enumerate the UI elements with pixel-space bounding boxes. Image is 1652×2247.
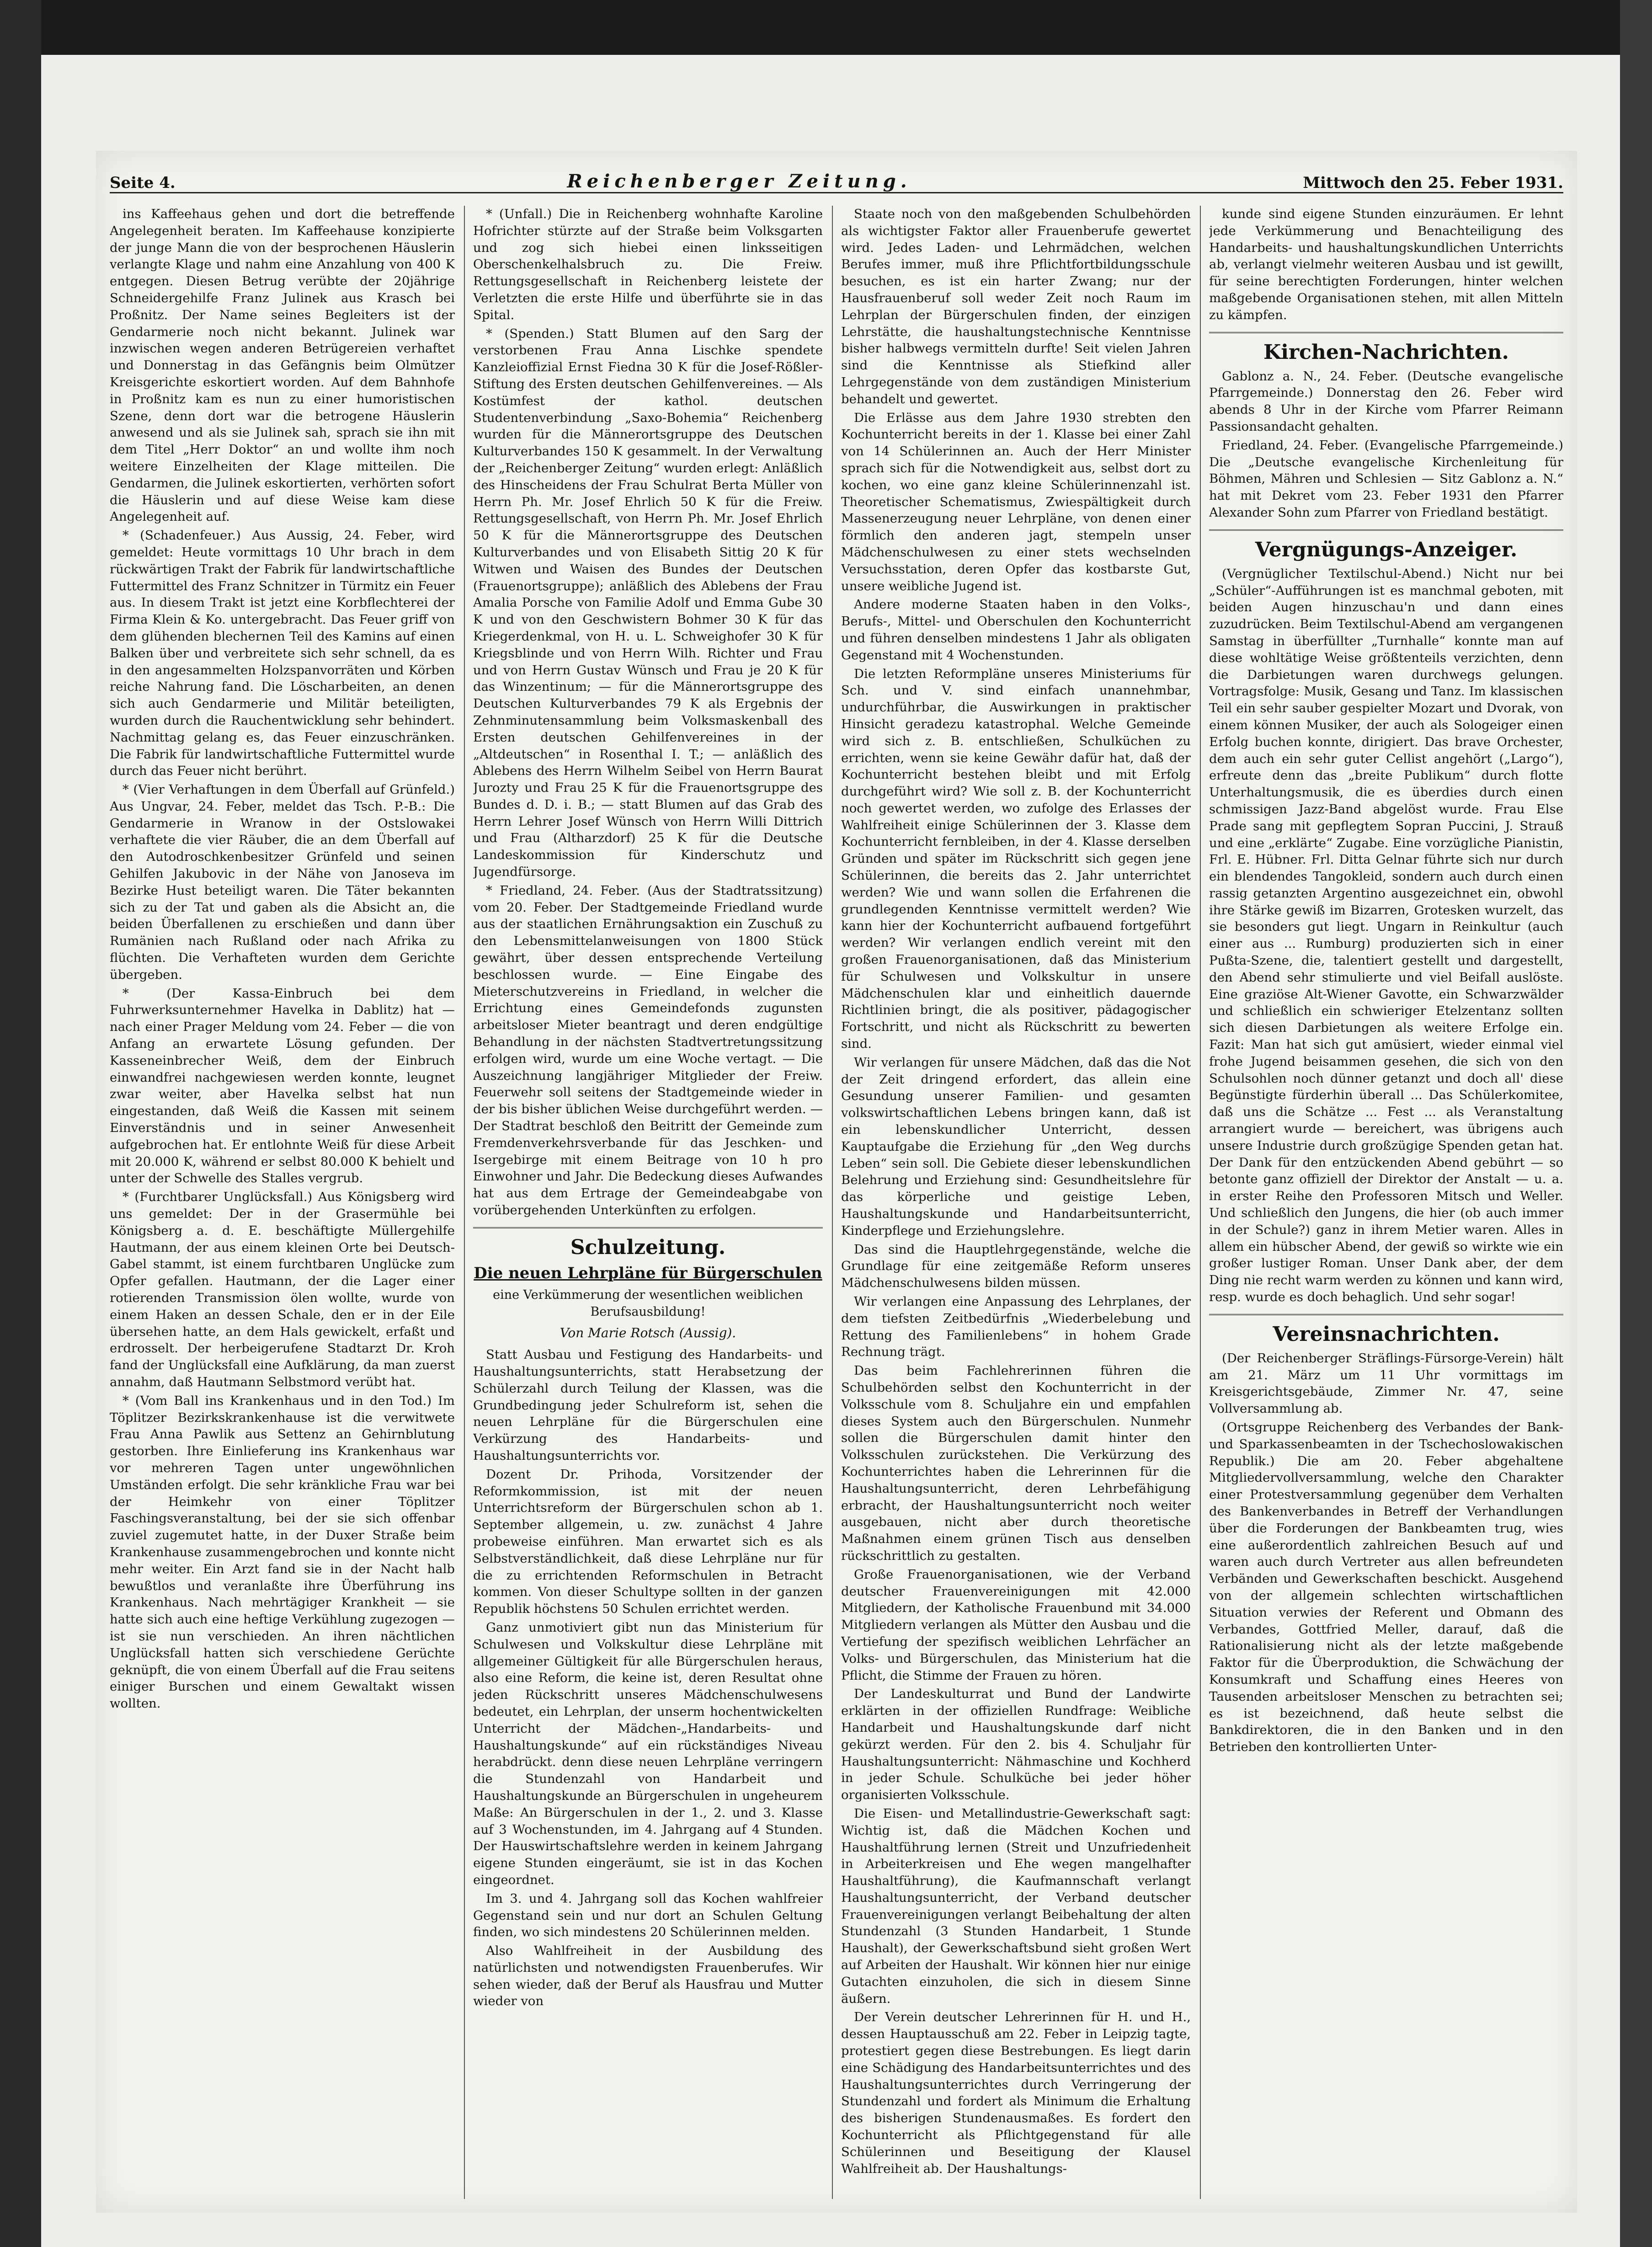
article-paragraph: Statt Ausbau und Festigung des Handarbeits- und Haushaltungsunterrichts, statt Herabsetzung der Schülerzahl durch Teilung der Klassen, was die Grundbedingung jeder Schulreform ist, sehen die neuen Lehrpläne für die Bürgerschulen eine Verkürzung des Handarbeits- und Haushaltungsunterrichts vor. (473, 1347, 823, 1463)
article-paragraph: * (Unfall.) Die in Reichenberg wohnhafte Karoline Hofrichter stürzte auf der Straße beim Volksgarten und zog sich hiebei einen linksseitigen Oberschenkelhalsbruch zu. Die Freiw. Rettungsgesellschaft in Reichenberg leistete der Verletzten die erste Hilfe und überführte sie in das Spital. (473, 207, 823, 322)
article-paragraph: Im 3. und 4. Jahrgang soll das Kochen wahlfreier Gegenstand sein und nur dort an Schulen Geltung finden, wo sich mindestens 20 Schülerinnen melden. (473, 1891, 823, 1940)
section-divider (1209, 1314, 1563, 1315)
article-intro: eine Verkümmerung der wesentlichen weiblichen Berufsausbildung! (493, 1287, 803, 1319)
article-paragraph: * (Vom Ball ins Krankenhaus und in den Tod.) Im Töplitzer Bezirkskrankenhause ist die verwitwete Frau Anna Pawlik aus Settenz an Gehirnblutung gestorben. Ihre Einlieferung ins Krankenhaus war vor mehreren Tagen unter ungewöhnlichen Umständen erfolgt. Die sehr kränkliche Frau war bei der Heimkehr von einer Töplitzer Faschingsveranstaltung, bei der sie sich offenbar zuviel zugemutet hatte, in der Duxer Straße beim Krankenhause zusammengebrochen und konnte nicht mehr weiter. Ein Arzt fand sie in der Nacht halb bewußtlos und veranlaßte ihre Überführung ins Krankenhaus. Nach mehrtägiger Krankheit — sie hatte sich auch eine heftige Verkühlung zugezogen — ist sie nun verschieden. An ihren nächtlichen Unglücksfall hatten sich verschiedene Gerüchte geknüpft, die von einem Überfall auf die Frau seitens einiger Burschen und einem Gewaltakt wissen wollten. (110, 1393, 455, 1711)
article-paragraph: Das beim Fachlehrerinnen führen die Schulbehörden selbst den Kochunterricht in der Volksschule vom 8. Schuljahre ein und empfahlen dieses System auch den Bürgerschulen. Nunmehr sollen die Bürgerschulen damit hinter den Volksschulen zurückstehen. Die Verkürzung des Kochunterrichtes haben die Lehrerinnen für die Haushaltungsunterricht, deren Lehrbefähigung erbracht, der Haushaltungsunterricht noch weiter ausgebauen, nicht aber durch theoretische Maßnahmen einem grünen Tisch aus denselben rückschrittlich zu gestalten. (841, 1363, 1191, 1563)
article-paragraph: kunde sind eigene Stunden einzuräumen. Er lehnt jede Verkümmerung und Benachteiligung des Handarbeits- und haushaltungskundlichen Unterrichts ab, verlangt vielmehr weiteren Ausbau und ist gewillt, für seine berechtigten Forderungen, hinter welchen maßgebende Organisationen stehen, mit allen Mitteln zu kämpfen. (1209, 207, 1563, 322)
section-divider (1209, 529, 1563, 531)
section-heading-schulzeitung: Schulzeitung. (570, 1235, 726, 1259)
article-paragraph: Das sind die Hauptlehrgegenstände, welche die Grundlage für eine zeitgemäße Reform unseres Mädchenschulwesens bilden müssen. (841, 1242, 1191, 1291)
article-paragraph: Wir verlangen eine Anpassung des Lehrplanes, der dem tiefsten Zeitbedürfnis „Wiederbelebung und Rettung des Familienlebens“ in hohem Grade Rechnung trägt. (841, 1294, 1191, 1360)
article-paragraph: Der Verein deutscher Lehrerinnen für H. und H., dessen Hauptausschuß am 22. Feber in Leipzig tagte, protestiert gegen diese Bestrebungen. Es liegt darin eine Schädigung des Handarbeitsunterrichtes und des Haushaltungsunterrichtes durch Verringerung der Stundenzahl und fordert als Minimum die Erhaltung des bisherigen Stundenausmaßes. Es fordert den Kochunterricht als Pflichtgegenstand für alle Schülerinnen und Beseitigung der Klausel Wahlfreiheit ab. Der Haushaltungs- (841, 2010, 1191, 2176)
section-divider (1209, 332, 1563, 333)
article-paragraph: (Vergnüglicher Textilschul-Abend.) Nicht nur bei „Schüler“-Aufführungen ist es manchmal geboten, mit beiden Augen hinzuschau'n und dann eines zuzudrücken. Beim Textilschul-Abend am vergangenen Samstag in überfüllter „Turnhalle“ konnte man auf diese wohltätige Weise größtenteils verzichten, denn die Darbietungen waren durchwegs gelungen. Vortragsfolge: Musik, Gesang und Tanz. Im klassischen Teil ein sehr sauber gespielter Mozart und Dvorak, von einem können Musiker, der auch als Sologeiger einen Erfolg buchen konnte, dirigiert. Das brave Orchester, dem auch ein sehr guter Cellist angehört („Largo“), erfreute denn das „breite Publikum“ durch flotte Unterhaltungsmusik, die es überdies durch einen schmissigen Jazz-Band abgelöst wurde. Frau Else Prade sang mit gepflegtem Sopran Puccini, J. Strauß und eine „erklärte“ Zugabe. Eine vorzügliche Pianistin, Frl. E. Hübner. Frl. Ditta Gelnar führte sich nur durch ein blendendes Tangokleid, sondern auch durch einen rassig getanzten Argentino ausgezeichnet ein, obwohl ihre Stärke gewiß im Bizarren, Grotesken wurzelt, das sie besonders gut liegt. Ungarn in Reinkultur (auch einer aus ... Rumburg) produzierten sich in einer Pußta-Szene, die, talentiert gestellt und dargestellt, den Abend sehr stimulierte und viel Beifall auslöste. Eine graziöse Alt-Wiener Gavotte, ein Schwarzwälder und schließlich ein schwieriger Etelzentanz sollten sich diesen Darbietungen als weitere Erfolge ein. Fazit: Man hat sich gut amüsiert, wieder einmal viel frohe Jugend beisammen gesehen, die sich von den Schulsohlen noch dünner getanzt und doch all' diese Begünstigte fürderhin überall ... Das Schülerkomitee, daß uns die Schätze ... Fest ... als Veranstaltung arrangiert wurde — bereichert, was übrigens auch unsere Industrie durch großzügige Spenden getan hat. Der Dank für den entzückenden Abend gebührt — so betonte ganz offiziell der Direktor der Anstalt — u. a. in erster Reihe den Professoren Mitsch und Weller. Und schließlich den Jungens, die hier (ob auch immer in der Schule?) ganz in ihrem Metier waren. Alles in allem ein hübscher Abend, der gewiß so wirkte wie ein großer lustiger Roman. Unser Dank aber, der dem Ding nie recht warm werden zu können und kann wird, resp. wurde es doch behaglich. Und sehr sogar! (1209, 566, 1563, 1305)
article-paragraph: * (Spenden.) Statt Blumen auf den Sarg der verstorbenen Frau Anna Lischke spendete Kanzleioffizial Ernst Fiedna 30 K für die Josef-Rößler-Stiftung des Ersten deutschen Gehilfenvereines. — Als Kostümfest der kathol. deutschen Studentenverbindung „Saxo-Bohemia“ Reichenberg wurden für die Männerortsgruppe des Deutschen Kulturverbandes 150 K gesammelt. In der Verwaltung der „Reichenberger Zeitung“ wurden erlegt: Anläßlich des Hinscheidens der Frau Schulrat Berta Müller von Herrn Ph. Mr. Josef Ehrlich 50 K für die Freiw. Rettungsgesellschaft, von Herrn Ph. Mr. Josef Ehrlich 50 K für die Männerortsgruppe des Deutschen Kulturverbandes und von Elisabeth Sittig 20 K für Witwen und Waisen des Bundes der Deutschen (Frauenortsgruppe); anläßlich des Ablebens der Frau Amalia Porsche von Familie Adolf und Emma Gube 30 K und von den Geschwistern Bohmer 30 K für das Kriegerdenkmal, von H. u. L. Schweighofer 30 K für Kriegsblinde und von Herrn Wilh. Richter und Frau und von Herrn Gustav Wünsch und Frau je 20 K für das Winzentinum; — für die Männerortsgruppe des Deutschen Kulturverbandes 79 K als Ergebnis der Zehnminutensammlung beim Volksmaskenball des Ersten deutschen Gehilfenvereines in der „Altdeutschen“ in Rosenthal I. T.; — anläßlich des Ablebens des Herrn Wilhelm Seibel von Herrn Baurat Jurozty und Frau 25 K für die Frauenortsgruppe des Bundes d. D. i. B.; — statt Blumen auf das Grab des Herrn Lehrer Josef Wünsch von Herrn Willi Dittrich und Frau (Altharzdorf) 25 K für die Deutsche Landeskommission für Kinderschutz und Jugendfürsorge. (473, 326, 823, 880)
article-byline: Von Marie Rotsch (Aussig). (560, 1325, 736, 1341)
column-4 (1209, 206, 1563, 2199)
scan-border-right (1620, 0, 1652, 2247)
article-paragraph: Also Wahlfreiheit in der Ausbildung des natürlichsten und notwendigsten Frauenberufes. Wir sehen wieder, daß der Beruf als Hausfrau und Mutter wieder von (473, 1943, 823, 2009)
article-paragraph: Dozent Dr. Prihoda, Vorsitzender der Reformkommission, ist mit der neuen Unterrichtsreform der Bürgerschulen schon ab 1. September allgemein, u. zw. zunächst 4 Jahre probeweise einführen. Man erwartet sich es als Selbstverständlichkeit, daß diese Lehrpläne nur für die zu errichtenden Reformschulen in Betracht kommen. Von dieser Schultype sollten in der ganzen Republik höchstens 50 Schulen errichtet werden. (473, 1467, 823, 1617)
column-rule (1200, 206, 1201, 2199)
article-paragraph: Die letzten Reformpläne unseres Ministeriums für Sch. und V. sind einfach unannehmbar, undurchführbar, die Auswirkungen in praktischer Hinsicht geradezu katastrophal. Welche Gemeinde wird sich z. B. entschließen, Schulküchen zu errichten, wenn sie keine Gewähr dafür hat, daß der Kochunterricht bestehen bleibt und mit Erfolg durchgeführt wird? Wie soll z. B. der Kochunterricht noch gewertet werden, wo zufolge des Erlasses der Wahlfreiheit einige Schülerinnen der 3. Klasse dem Kochunterricht fernbleiben, in der 4. Klasse derselben Gründen und später im Rückschritt sich gegen jene Schülerinnen, die bereits das 2. Jahr unterrichtet werden? Wie und wann sollen die Erfahrenen die grundlegenden Kenntnisse vermittelt werden? Wie kann hier der Kochunterricht aufbauend fortgeführt werden? Wir verlangen endlich vereint mit den großen Frauenorganisationen, daß das Ministerium für Schulwesen und Volkskultur in unsere Mädchenschulen klar und einheitlich dauernde Richtlinien bringt, die als positiver, pädagogischer Fortschritt, und nicht als Rückschritt zu bewerten sind. (841, 666, 1191, 1051)
section-heading-verein: Vereinsnachrichten. (1273, 1322, 1500, 1346)
scan-border-left (0, 0, 41, 2247)
article-paragraph: Wir verlangen für unsere Mädchen, daß das die Not der Zeit dringend erfordert, das allein eine Gesundung unserer Familien- und gesamten volkswirtschaftlichen Lebens bringen kann, daß ist ein lebenskundlicher Unterricht, dessen Kauptaufgabe die Erziehung für „den Weg durchs Leben“ sein soll. Die Gebiete dieser lebenskundlichen Belehrung und Erziehung sind: Gesundheitslehre für das körperliche und geistige Leben, Haushaltungskunde und Handarbeitsunterricht, Kinderpflege und Erziehungslehre. (841, 1055, 1191, 1238)
article-paragraph: (Der Reichenberger Sträflings-Fürsorge-Verein) hält am 21. März um 11 Uhr vormittags im Kreisgerichtsgebäude, Zimmer Nr. 47, seine Vollversammlung ab. (1209, 1350, 1563, 1416)
paper-name: Reichenberger Zeitung. (567, 171, 911, 192)
issue-date: Mittwoch den 25. Feber 1931. (1303, 174, 1563, 192)
article-title: Die neuen Lehrpläne für Bürgerschulen (474, 1264, 822, 1282)
section-heading-kirche: Kirchen-Nachrichten. (1263, 340, 1509, 364)
column-rule (832, 206, 833, 2199)
article-paragraph: Große Frauenorganisationen, wie der Verband deutscher Frauenvereinigungen mit 42.000 Mitgliedern, der Katholische Frauenbund mit 34.000 Mitgliedern verlangen als Mütter den Ausbau und die Vertiefung der spezifisch weiblichen Lehrfächer an Volks- und Bürgerschulen, das Ministerium hat die Pflicht, die Stimme der Frauen zu hören. (841, 1567, 1191, 1683)
article-paragraph: * Friedland, 24. Feber. (Aus der Stadtratssitzung) vom 20. Feber. Der Stadtgemeinde Friedland wurde aus der staatlichen Ernährungsaktion ein Zuschuß zu den Lebensmittelanweisungen von 1800 Stück gewährt, über dessen entsprechende Verteilung beschlossen wurde. — Eine Eingabe des Mieterschutzvereins in Friedland, in welcher die Errichtung eines Gemeindefonds zugunsten arbeitsloser Mieter beantragt und deren endgültige Behandlung in der nächsten Stadtvertretungssitzung erfolgen wird, wurde um eine Woche vertagt. — Die Auszeichnung langjähriger Mitglieder der Freiw. Feuerwehr soll seitens der Stadtgemeinde wieder in der bis bisher üblichen Weise durchgeführt werden. — Der Stadtrat beschloß den Beitritt der Gemeinde zum Fremdenverkehrsverbande für das Jeschken- und Isergebirge mit einem Beitrage von 10 h pro Einwohner und Jahr. Die Bedeckung dieses Aufwandes hat aus dem Ertrage der Gemeindeabgabe von vorübergehenden Unterkünften zu erfolgen. (473, 883, 823, 1218)
column-rule (464, 206, 465, 2199)
article-paragraph: Die Erlässe aus dem Jahre 1930 strebten den Kochunterricht bereits in der 1. Klasse bei einer Zahl von 14 Schülerinnen an. Auch der Herr Minister sprach sich für die Notwendigkeit aus, selbst dort zu kochen, wo eine ganz kleine Schülerinnenzahl ist. Theoretischer Schematismus, Zwiespältigkeit durch Massenerzeugung neuer Lehrpläne, von denen einer förmlich den anderen jagt, stempeln unser Mädchenschulwesen zu einer stets wechselnden Versuchsstation, deren Opfer das kostbarste Gut, unsere weibliche Jugend ist. (841, 410, 1191, 593)
article-paragraph: * (Schadenfeuer.) Aus Aussig, 24. Feber, wird gemeldet: Heute vormittags 10 Uhr brach in dem rückwärtigen Trakt der Fabrik für landwirtschaftliche Futtermittel des Franz Schnitzer in Türmitz ein Feuer aus. In diesem Trakt ist jetzt eine Korbflechterei der Firma Klein & Ko. untergebracht. Das Feuer griff von dem glühenden blechernen Teil des Kamins auf einen Balken über und verbreitete sich sehr schnell, da es in den angesammelten Holzspanvorräten und Körben reiche Nahrung fand. Die Löscharbeiten, an denen sich auch Gendarmerie und Militär beteiligten, wurden durch die Rauchentwicklung sehr behindert. Nachmittag gelang es, das Feuer einzuschränken. Die Fabrik für landwirtschaftliche Futtermittel wurde durch das Feuer nicht berührt. (110, 528, 455, 779)
newspaper-page (96, 151, 1577, 2213)
article-paragraph: Staate noch von den maßgebenden Schulbehörden als wichtigster Faktor aller Frauenberufe gewertet wird. Jedes Laden- und Lehrmädchen, welchen Berufes immer, muß ihre Pflichtfortbildungsschule besuchen, es ist ein harter Zwang; nur der Hausfrauenberuf soll weder Zeit noch Raum im Lehrplan der Bürgerschulen finden, der einzigen Lehrstätte, die haushaltungstechnische Kenntnisse bisher halbwegs vermitteln durfte! Seit vielen Jahren sind die Kenntnisse als Stiefkind aller Lehrgegenstände von dem zuständigen Ministerium behandelt und gewertet. (841, 207, 1191, 406)
article-paragraph: * (Der Kassa-Einbruch bei dem Fuhrwerksunternehmer Havelka in Dablitz) hat — nach einer Prager Meldung vom 24. Feber — die von Anfang an erwartete Lösung gefunden. Der Kasseneinbrecher Weiß, dem der Einbruch einwandfrei nachgewiesen werden konnte, leugnet zwar weiter, aber Havelka selbst hat nun eingestanden, daß Weiß die Kassen mit seinem Einverständnis und in seiner Anwesenheit aufgebrochen hat. Er entlohnte Weiß für diese Arbeit mit 20.000 K, während er selbst 80.000 K behielt und unter der Schwelle des Stalles vergrub. (110, 986, 455, 1186)
column-2 (473, 206, 823, 2199)
column-3 (841, 206, 1191, 2199)
page-header (110, 160, 1563, 193)
article-paragraph: Gablonz a. N., 24. Feber. (Deutsche evangelische Pfarrgemeinde.) Donnerstag den 26. Feber wird abends 8 Uhr in der Kirche vom Pfarrer Reimann Passionsandacht gehalten. (1209, 368, 1563, 434)
article-paragraph: Ganz unmotiviert gibt nun das Ministerium für Schulwesen und Volkskultur diese Lehrpläne mit allgemeiner Gültigkeit für alle Bürgerschulen heraus, also eine Reform, die keine ist, deren Resultat ohne jeden Rückschritt unseres Mädchenschulwesens bedeutet, ein Lehrplan, der unserm hochentwickelten Unterricht der Mädchen-„Handarbeits- und Haushaltungskunde“ auf ein rückständiges Niveau herabdrückt. denn diese neuen Lehrpläne verringern die Stundenzahl von Handarbeit und Haushaltungskunde an Bürgerschulen in ungeheurem Maße: An Bürgerschulen in der 1., 2. und 3. Klasse auf 3 Wochenstunden, im 4. Jahrgang auf 4 Stunden. Der Hauswirtschaftslehre werden in keinem Jahrgang eigene Stunden eingeräumt, sie ist in das Kochen eingeordnet. (473, 1620, 823, 1887)
column-1 (110, 206, 455, 2199)
article-paragraph: (Ortsgruppe Reichenberg des Verbandes der Bank- und Sparkassenbeamten in der Tschechoslowakischen Republik.) Die am 20. Feber abgehaltene Mitgliedervollversammlung, welche den Charakter einer Protestversammlung gegenüber dem Verhalten des Bankenverbandes in Betreff der Verhandlungen über die Forderungen der Bankbeamten trug, wies eine außerordentlich zahlreichen Besuch auf und waren auch durch Vertreter aus allen befreundeten Verbänden und Gewerkschaften beschickt. Ausgehend von der allgemein schlechten wirtschaftlichen Situation verwies der Referent und Obmann des Verbandes, Gottfried Meller, darauf, daß die Rationalisierung nicht als der letzte maßgebende Faktor für die Überproduktion, die Schwächung der Konsumkraft und Schaffung eines Heeres von Tausenden arbeitsloser Menschen zu betrachten sei; es ist bezeichnend, daß heute selbst die Bankdirektoren, die in den Banken und in den Betrieben den kontrollierten Unter- (1209, 1420, 1563, 1755)
article-paragraph: Friedland, 24. Feber. (Evangelische Pfarrgemeinde.) Die „Deutsche evangelische Kirchenleitung für Böhmen, Mähren und Schlesien — Sitz Gablonz a. N.“ hat mit Dekret vom 23. Feber 1931 den Pfarrer Alexander Sohn zum Pfarrer von Friedland bestätigt. (1209, 438, 1563, 520)
section-heading-vergnuegung: Vergnügungs-Anzeiger. (1255, 538, 1518, 561)
article-paragraph: Andere moderne Staaten haben in den Volks-, Berufs-, Mittel- und Oberschulen den Kochunterricht und führen denselben mindestens 1 Jahr als obligaten Gegenstand mit 4 Wochenstunden. (841, 597, 1191, 662)
article-paragraph: Die Eisen- und Metallindustrie-Gewerkschaft sagt: Wichtig ist, daß die Mädchen Kochen und Haushaltführung lernen (Streit und Unzufriedenheit in Arbeiterkreisen und Ehe wegen mangelhafter Haushaltführung), die Kaufmannschaft verlangt Haushaltungsunterricht, der Verband deutscher Frauenvereinigungen verlangt Beibehaltung der alten Stundenzahl (3 Stunden Handarbeit, 1 Stunde Haushalt), der Gewerkschaftsbund sieht großen Wert auf Arbeiten der Haushalt. Wir können hier nur einige Gutachten einzuholen, die sich in diesem Sinne äußern. (841, 1806, 1191, 2006)
article-paragraph: Der Landeskulturrat und Bund der Landwirte erklärten in der offiziellen Rundfrage: Weibliche Handarbeit und Haushaltungskunde darf nicht gekürzt werden. Für den 2. bis 4. Schuljahr für Haushaltungsunterricht: Nähmaschine und Kochherd in jeder Schule. Schulküche bei jeder höher organisierten Volksschule. (841, 1687, 1191, 1803)
article-paragraph: ins Kaffeehaus gehen und dort die betreffende Angelegenheit beraten. Im Kaffeehause konzipierte der junge Mann die von der besprochenen Häuslerin verlangte Klage und nahm eine Anzahlung von 400 K entgegen. Diesen Betrug verübte der 20jährige Schneidergehilfe Franz Julinek aus Krasch bei Proßnitz. Der Name seines Begleiters ist der Gendarmerie noch nicht bekannt. Julinek war inzwischen wegen anderen Betrügereien verhaftet und Donnerstag in das Gefängnis beim Olmützer Kreisgerichte eskortiert worden. Auf dem Bahnhofe in Proßnitz kam es nun zu einer humoristischen Szene, denn dort war die betrogene Häuslerin anwesend und als sie Julinek sah, sprach sie ihn mit dem Titel „Herr Doktor“ an und wollte ihm noch weitere Einzelheiten der Klage mitteilen. Die Gendarmen, die Julinek eskortierten, verhörten sofort die Häuslerin und auf diese Weise kam diese Angelegenheit auf. (110, 207, 455, 524)
section-divider (473, 1227, 823, 1228)
page-number: Seite 4. (110, 174, 176, 192)
article-paragraph: * (Furchtbarer Unglücksfall.) Aus Königsberg wird uns gemeldet: Der in der Grasermühle bei Königsberg a. d. E. beschäftigte Müllergehilfe Hautmann, der aus einem kleinen Orte bei Deutsch-Gabel stammt, ist einem furchtbaren Unglücke zum Opfer gefallen. Hautmann, der die Lager einer rotierenden Transmission ölen wollte, wurde von einem Haken an dessen Schale, den er in der Eile übersehen hatte, an dem Hals gewickelt, erfaßt und erdrosselt. Der herbeigerufene Stadtarzt Dr. Kroh fand der Unglücksfall eine Aufklärung, da man zuerst annahm, daß Hautmann Selbstmord verübt hat. (110, 1190, 455, 1389)
article-paragraph: * (Vier Verhaftungen in dem Überfall auf Grünfeld.) Aus Ungvar, 24. Feber, meldet das Tsch. P.-B.: Die Gendarmerie in Wranow in der Ostslowakei verhaftete die vier Räuber, die an dem Überfall auf den Autodroschkenbesitzer Grünfeld und seinen Gehilfen Jakubovic in der Nähe von Janoseva im Bezirke Hust beteiligt waren. Die Täter bekannten sich zu der Tat und gaben als die Absicht an, die beiden Überfallenen zu erschießen und dann über Rumänien nach Rußland oder nach Afrika zu flüchten. Die Verhafteten wurden dem Gerichte übergeben. (110, 782, 455, 982)
scan-border-top (0, 0, 1652, 55)
